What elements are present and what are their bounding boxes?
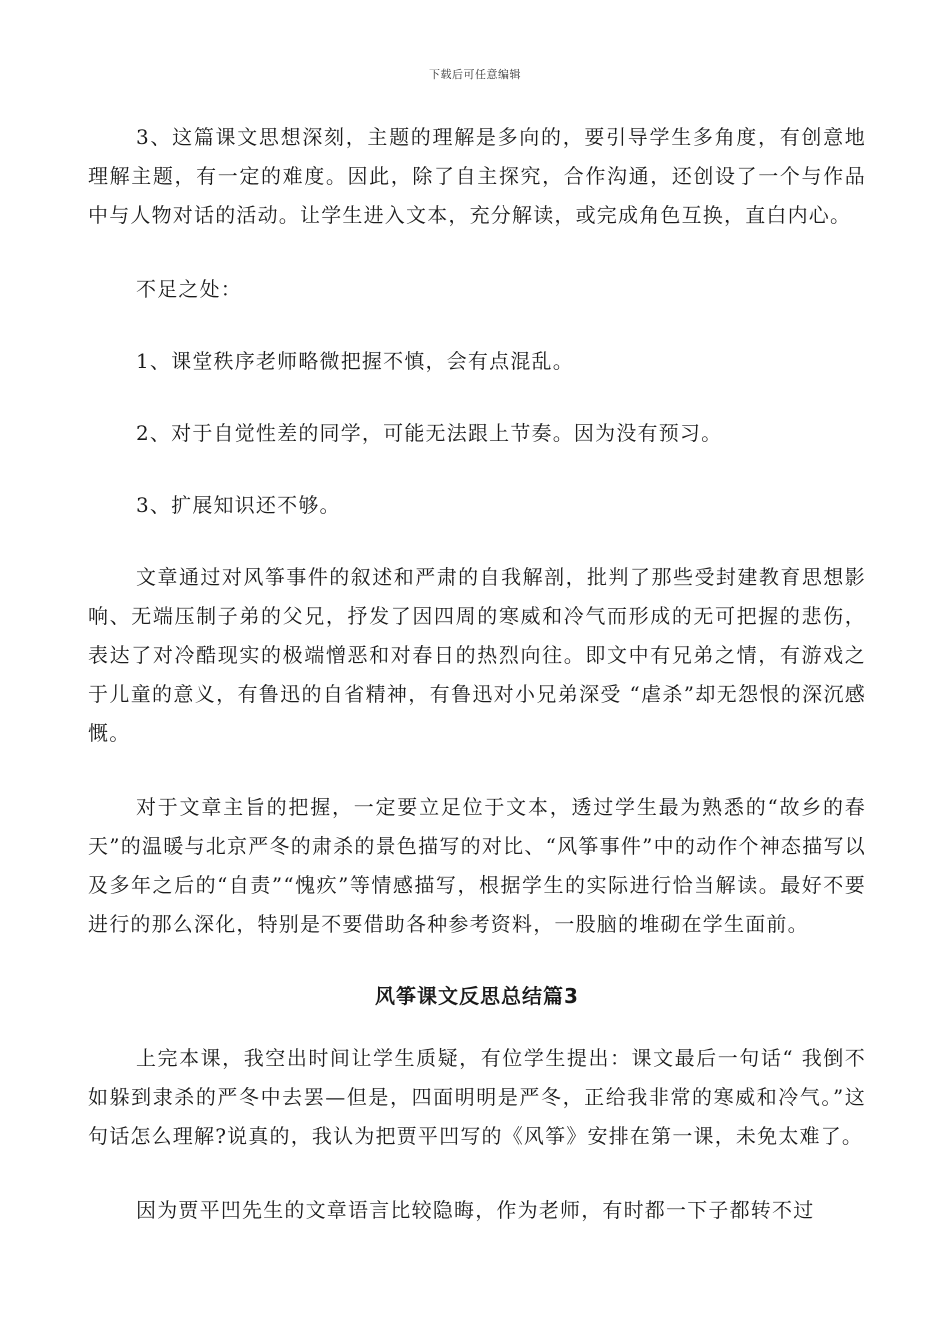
- paragraph-shortcoming-1: 1、课堂秩序老师略微把握不慎，会有点混乱。: [136, 349, 574, 373]
- header-note: 下载后可任意编辑: [429, 68, 521, 81]
- paragraph-language-difficulty: 因为贾平凹先生的文章语言比较隐晦，作为老师，有时都一下子都转不过: [136, 1198, 815, 1222]
- paragraph-student-question: 上完本课，我空出时间让学生质疑，有位学生提出：课文最后一句话“ 我倒不如躲到隶杀的严冬中去罢—但是，四面明明是严冬，正给我非常的寒威和冷气。”这句话怎么理解?说真的，我认为把贾平凹写的《风筝》安排在第一课，未免太难了。: [88, 1046, 866, 1148]
- paragraph-teaching-approach: 对于文章主旨的把握，一定要立足位于文本，透过学生最为熟悉的“故乡的春天”的温暖与北京严冬的肃杀的景色描写的对比、“风筝事件”中的动作个神态描写以及多年之后的“自责”“愧疚”等情感描写，根据学生的实际进行恰当解读。最好不要进行的那么深化，特别是不要借助各种参考资料，一股脑的堆砌在学生面前。: [88, 795, 866, 936]
- section-title: 风筝课文反思总结篇3: [375, 984, 579, 1008]
- paragraph-theme-analysis: 文章通过对风筝事件的叙述和严肃的自我解剖，批判了那些受封建教育思想影响、无端压制子弟的父兄，抒发了因四周的寒威和冷气而形成的无可把握的悲伤，表达了对冷酷现实的极端憎恶和对春日的热烈向往。即文中有兄弟之情，有游戏之于儿童的意义，有鲁迅的自省精神，有鲁迅对小兄弟深受 “虐杀”却无怨恨的深沉感慨。: [88, 565, 866, 745]
- paragraph-shortcoming-3: 3、扩展知识还不够。: [136, 493, 341, 517]
- document-body: [88, 118, 866, 1265]
- paragraph-point-3: 3、这篇课文思想深刻，主题的理解是多向的，要引导学生多角度，有创意地理解主题，有一定的难度。因此，除了自主探究，合作沟通，还创设了一个与作品中与人物对话的活动。让学生进入文本，充分解读，或完成角色互换，直白内心。: [88, 125, 866, 227]
- paragraph-shortcomings-heading: 不足之处：: [136, 277, 242, 301]
- paragraph-shortcoming-2: 2、对于自觉性差的同学，可能无法跟上节奏。因为没有预习。: [136, 421, 723, 445]
